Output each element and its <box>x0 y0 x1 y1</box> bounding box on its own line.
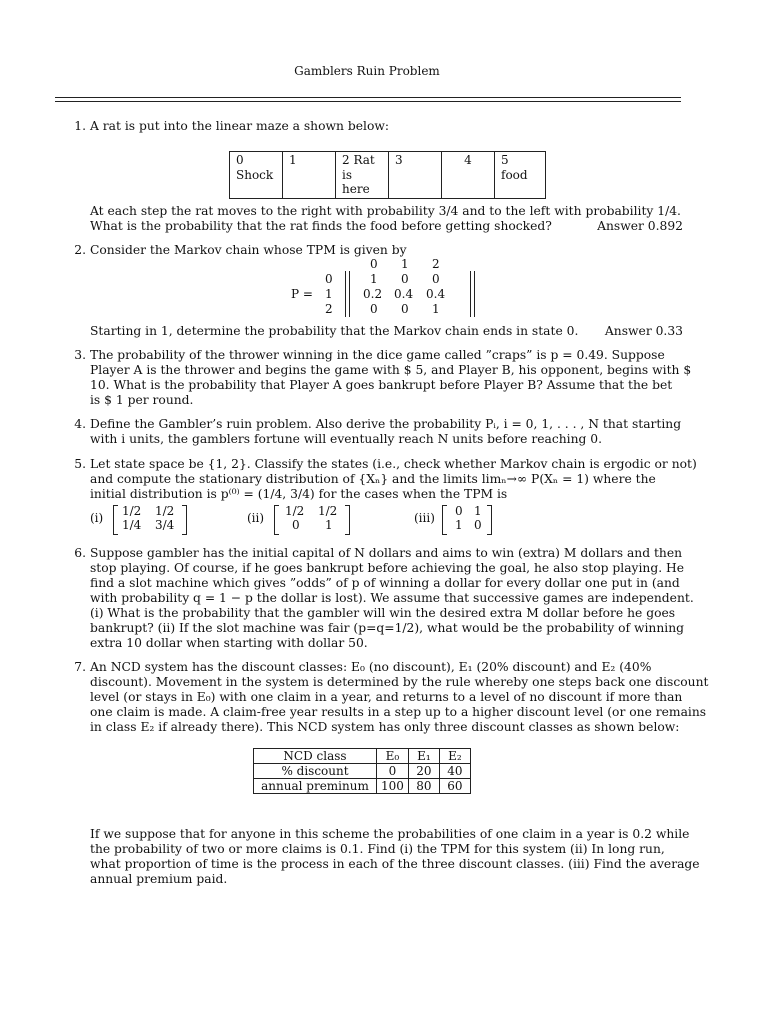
q7-after-line: what proportion of time is the process in each of the three discount classes. (iii) Find the average <box>90 857 700 871</box>
q6-number: 6. <box>74 546 86 560</box>
tpm-row-header: 0 <box>325 272 333 286</box>
maze-cell-5: 5 food <box>495 152 546 199</box>
case-ii-cell: 1/2 <box>318 504 338 518</box>
tpm-cell: 1 <box>432 302 440 316</box>
tpm-cell: 0.4 <box>394 287 414 301</box>
case-iii-bracket-left <box>442 505 447 535</box>
q1-text: A rat is put into the linear maze a shown below: <box>90 119 390 133</box>
tpm-row-header: 2 <box>325 302 333 316</box>
q6-line: find a slot machine which gives ”odds” of p of winning a dollar for every dollar one put in (and <box>90 576 680 590</box>
header-rule-bottom <box>55 101 681 102</box>
tpm-row-header: 1 <box>325 287 333 301</box>
tpm-cell: 0 <box>432 272 440 286</box>
case-iii-label: (iii) <box>414 511 435 525</box>
maze-cell-4: 4 <box>442 152 495 199</box>
maze-cell-0: 0 Shock <box>230 152 283 199</box>
q1-after-line1: At each step the rat moves to the right with probability 3/4 and to the left with probability 1/4. <box>90 204 681 218</box>
ncd-cell: E₂ <box>439 749 470 764</box>
q3-line: Player A is the thrower and begins the game with $ 5, and Player B, his opponent, begins with $ <box>90 363 692 377</box>
ncd-row <box>254 764 471 779</box>
q7-line: discount). Movement in the system is determined by the rule whereby one steps back one discount <box>90 675 709 689</box>
ncd-cell: 80 <box>408 779 439 794</box>
q6-line: (i) What is the probability that the gambler will win the desired extra M dollar before he goes <box>90 606 676 620</box>
q5-line: and compute the stationary distribution of {Xₙ} and the limits limₙ→∞ P(Xₙ = 1) where the <box>90 472 656 486</box>
case-i-cell: 1/4 <box>122 518 142 532</box>
q4-line: Define the Gambler’s ruin problem. Also derive the probability Pᵢ, i = 0, 1, . . . , N that starting <box>90 417 682 431</box>
tpm-cell: 0 <box>401 272 409 286</box>
case-ii-bracket-left <box>274 505 279 535</box>
case-iii-cell: 1 <box>474 504 482 518</box>
tpm-cell: 0 <box>370 302 378 316</box>
case-i-cell: 1/2 <box>155 504 175 518</box>
q7-line: An NCD system has the discount classes: E₀ (no discount), E₁ (20% discount) and E₂ (40% <box>90 660 652 674</box>
case-ii-bracket-right <box>345 505 350 535</box>
q6-line: stop playing. Of course, if he goes bankrupt before achieving the goal, he also stop playing. He <box>90 561 685 575</box>
q6-line: bankrupt? (ii) If the slot machine was fair (p=q=1/2), what would be the probability of winning <box>90 621 684 635</box>
tpm-col-header: 0 <box>370 257 378 271</box>
ncd-cell: 20 <box>408 764 439 779</box>
ncd-cell: 100 <box>377 779 409 794</box>
q7-after-line: If we suppose that for anyone in this scheme the probabilities of one claim in a year is 0.2 while <box>90 827 690 841</box>
q2-answer: Answer 0.33 <box>604 324 683 338</box>
ncd-cell: % discount <box>254 764 377 779</box>
tpm-right-bar <box>474 271 475 317</box>
q7-line: one claim is made. A claim-free year results in a step up to a higher discount level (or one remains <box>90 705 707 719</box>
q6-line: extra 10 dollar when starting with dollar 50. <box>90 636 368 650</box>
q3-line: 10. What is the probability that Player A goes bankrupt before Player B? Assume that the bet <box>90 378 673 392</box>
q2-number: 2. <box>74 243 86 257</box>
q3-line: The probability of the thrower winning in the dice game called ”craps” is p = 0.49. Suppose <box>90 348 665 362</box>
q7-after-line: annual premium paid. <box>90 872 228 886</box>
case-i-bracket-left <box>113 505 118 535</box>
tpm-cell: 0 <box>401 302 409 316</box>
q6-line: Suppose gambler has the initial capital of N dollars and aims to win (extra) M dollars and then <box>90 546 683 560</box>
tpm-left-bar <box>349 271 350 317</box>
case-i-label: (i) <box>90 511 104 525</box>
q4-line: with i units, the gamblers fortune will eventually reach N units before reaching 0. <box>90 432 603 446</box>
q6-line: with probability q = 1 − p the dollar is lost). We assume that successive games are independent. <box>90 591 694 605</box>
ncd-cell: E₁ <box>408 749 439 764</box>
q7-line: level (or stays in E₀) with one claim in a year, and returns to a level of no discount if more than <box>90 690 683 704</box>
ncd-cell: annual preminum <box>254 779 377 794</box>
maze-cell-1: 1 <box>283 152 336 199</box>
case-i-cell: 1/2 <box>122 504 142 518</box>
ncd-row <box>254 749 471 764</box>
case-iii-bracket-right <box>487 505 492 535</box>
tpm-cell: 1 <box>370 272 378 286</box>
case-ii-cell: 1/2 <box>285 504 305 518</box>
ncd-cell: NCD class <box>254 749 377 764</box>
tpm-col-header: 2 <box>432 257 440 271</box>
tpm-label: P = <box>291 287 313 301</box>
page-title: Gamblers Ruin Problem <box>294 64 440 78</box>
case-ii-cell: 1 <box>325 518 333 532</box>
case-iii-cell: 0 <box>474 518 482 532</box>
q1-number: 1. <box>74 119 86 133</box>
case-iii-cell: 1 <box>455 518 463 532</box>
ncd-cell: 60 <box>439 779 470 794</box>
ncd-row <box>254 779 471 794</box>
ncd-cell: 40 <box>439 764 470 779</box>
q2-after: Starting in 1, determine the probability that the Markov chain ends in state 0. Answer 0.33 <box>90 324 683 338</box>
q5-line: initial distribution is p⁽⁰⁾ = (1/4, 3/4) for the cases when the TPM is <box>90 487 508 501</box>
tpm-left-bar <box>345 271 346 317</box>
q2-text: Consider the Markov chain whose TPM is given by <box>90 243 407 257</box>
ncd-table <box>253 748 471 794</box>
tpm-right-bar <box>470 271 471 317</box>
q1-answer: Answer 0.892 <box>597 219 683 233</box>
header-rule-top <box>55 97 681 98</box>
q1-after-line2: What is the probability that the rat finds the food before getting shocked? Answer 0.892 <box>90 219 683 233</box>
case-iii-cell: 0 <box>455 504 463 518</box>
case-i-cell: 3/4 <box>155 518 175 532</box>
q7-after-line: the probability of two or more claims is 0.1. Find (i) the TPM for this system (ii) In long run, <box>90 842 665 856</box>
case-i-bracket-right <box>182 505 187 535</box>
q5-number: 5. <box>74 457 86 471</box>
q3-line: is $ 1 per round. <box>90 393 194 407</box>
q7-number: 7. <box>74 660 86 674</box>
tpm-cell: 0.4 <box>426 287 446 301</box>
ncd-cell: 0 <box>377 764 409 779</box>
maze-cell-2: 2 Rat is here <box>336 152 389 199</box>
tpm-cell: 0.2 <box>363 287 383 301</box>
q3-number: 3. <box>74 348 86 362</box>
maze-cell-3: 3 <box>389 152 442 199</box>
case-ii-label: (ii) <box>247 511 265 525</box>
tpm-col-header: 1 <box>401 257 409 271</box>
ncd-cell: E₀ <box>377 749 409 764</box>
q7-line: in class E₂ if already there). This NCD system has only three discount classes as shown below: <box>90 720 680 734</box>
maze-table <box>229 151 546 199</box>
q4-number: 4. <box>74 417 86 431</box>
q5-line: Let state space be {1, 2}. Classify the states (i.e., check whether Markov chain is ergodic or not) <box>90 457 697 471</box>
case-ii-cell: 0 <box>292 518 300 532</box>
